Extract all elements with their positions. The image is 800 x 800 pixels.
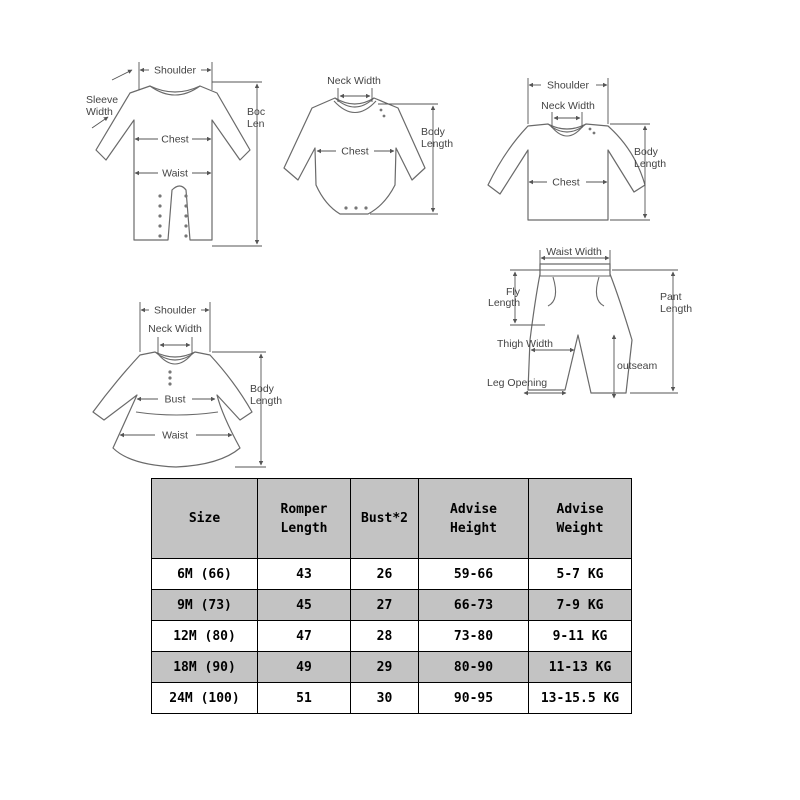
romper-waist-label: Waist [162,167,188,180]
dress-waist-label: Waist [162,429,188,442]
cell-romper-length: 47 [258,621,351,652]
cell-weight: 5-7 KG [529,559,632,590]
dress-body-length-label: Body [250,383,274,395]
header-advise-height: Advise Height [419,479,529,559]
dress-shoulder-label: Shoulder [153,304,197,317]
cell-romper-length: 49 [258,652,351,683]
bodysuit-body-length-label: Body [421,126,445,138]
pants-fly-length-label: Fly [506,286,520,298]
cell-weight: 7-9 KG [529,590,632,621]
pants-pant-length-label: Pant [660,291,682,303]
cell-size: 24M (100) [152,683,258,714]
cell-romper-length: 45 [258,590,351,621]
header-size: Size [152,479,258,559]
table-row [152,683,632,714]
romper-body-length-label: Boc [247,106,266,118]
cell-weight: 13-15.5 KG [529,683,632,714]
sweater-shoulder-label: Shoulder [546,79,590,92]
dress-body-length-label: Length [250,395,283,407]
pants-waist-width-label: Waist Width [546,246,602,258]
header-bust: Bust*2 [351,479,419,559]
table-row [152,559,632,590]
cell-bust: 29 [351,652,419,683]
dress-diagram [93,302,282,467]
cell-bust: 28 [351,621,419,652]
header-advise-weight: Advise Weight [529,479,632,559]
sweater-diagram [488,78,666,220]
bodysuit-chest-label: Chest [341,145,369,158]
romper-diagram [86,62,265,246]
sweater-chest-label: Chest [552,176,580,189]
table-row [152,621,632,652]
bodysuit-diagram [284,75,453,214]
header-romper-length: Romper Length [258,479,351,559]
pants-pant-length-label: Length [660,303,693,315]
sweater-neck-width-label: Neck Width [541,100,595,112]
sweater-body-length-label: Length [634,158,667,170]
cell-size: 18M (90) [152,652,258,683]
bodysuit-body-length-label: Length [421,138,454,150]
table-header-row [152,479,632,559]
romper-chest-label: Chest [161,133,189,146]
romper-sleeve-label: Sleeve [86,94,119,106]
pants-thigh-width-label: Thigh Width [497,338,554,350]
table-row [152,590,632,621]
cell-height: 80-90 [419,652,529,683]
pants-fly-length-label: Length [488,297,521,309]
cell-size: 12M (80) [152,621,258,652]
cell-weight: 11-13 KG [529,652,632,683]
romper-sleeve-label: Width [86,106,113,118]
cell-romper-length: 51 [258,683,351,714]
size-chart-table [151,478,632,714]
cell-height: 66-73 [419,590,529,621]
dress-bust-label: Bust [164,393,186,406]
bodysuit-neck-width-label: Neck Width [327,75,381,87]
cell-bust: 26 [351,559,419,590]
sweater-body-length-label: Body [634,146,658,158]
dress-neck-width-label: Neck Width [148,323,202,335]
pants-leg-opening-label: Leg Opening [487,377,548,389]
cell-height: 59-66 [419,559,529,590]
romper-shoulder-label: Shoulder [153,64,197,77]
cell-bust: 27 [351,590,419,621]
pants-outseam-label: outseam [617,360,658,372]
cell-weight: 9-11 KG [529,621,632,652]
cell-size: 6M (66) [152,559,258,590]
romper-body-length-label: Len [247,118,265,130]
cell-height: 73-80 [419,621,529,652]
cell-size: 9M (73) [152,590,258,621]
cell-bust: 30 [351,683,419,714]
cell-height: 90-95 [419,683,529,714]
cell-romper-length: 43 [258,559,351,590]
table-row [152,652,632,683]
pants-diagram [487,246,692,398]
